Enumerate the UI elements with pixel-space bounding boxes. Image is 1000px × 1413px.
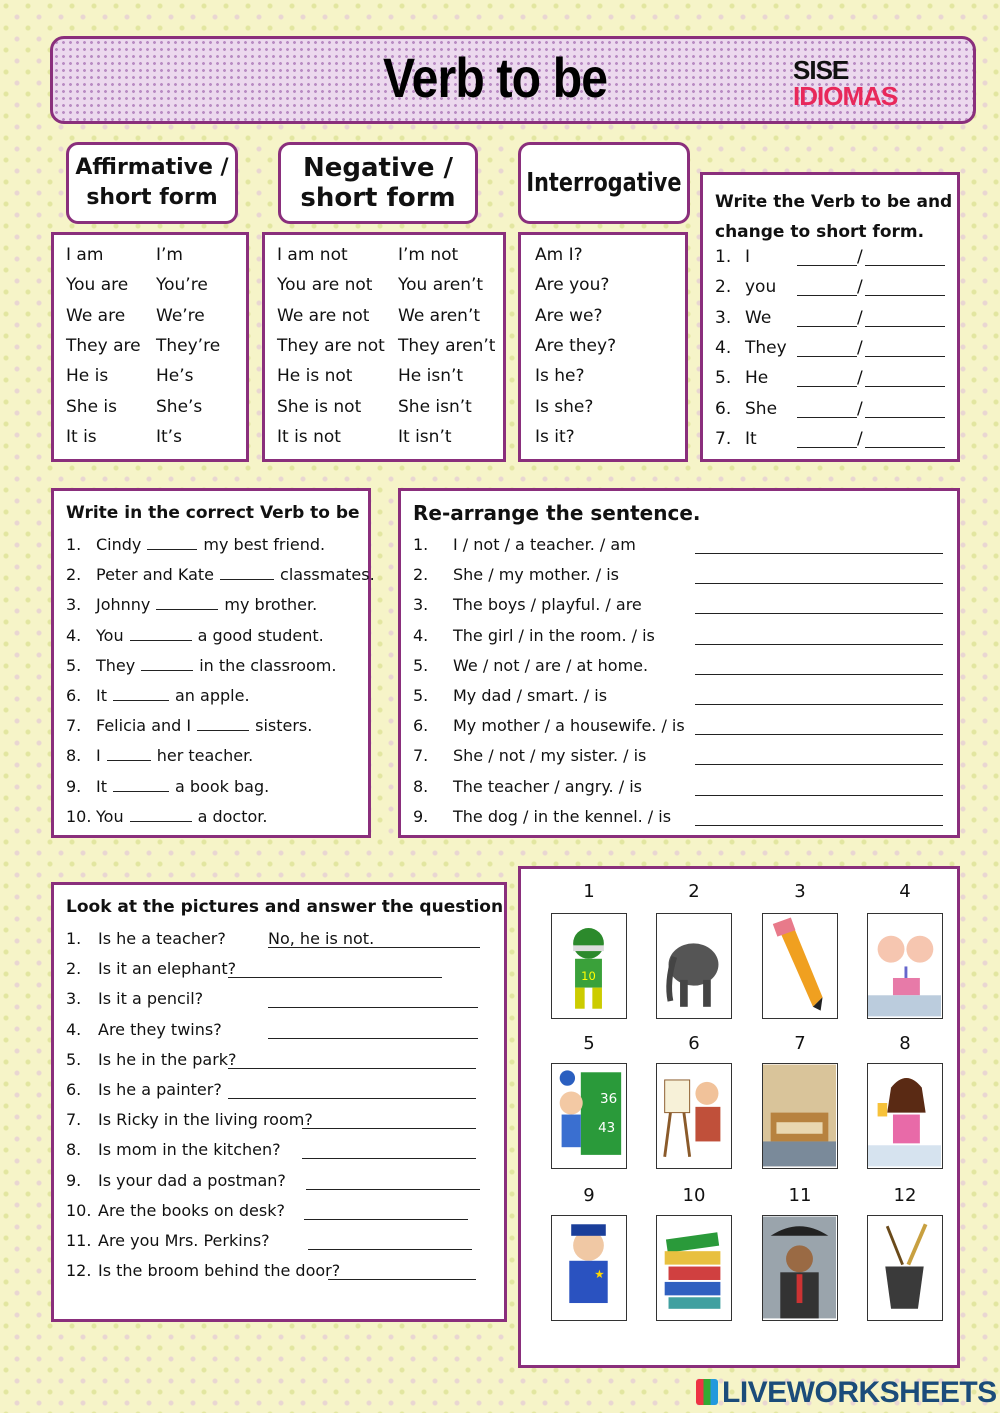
correct-verb-sentence — [96, 716, 312, 735]
correct-verb-number: 4. — [66, 625, 82, 645]
short-form-slash: / — [857, 368, 863, 389]
affirmative-table — [51, 232, 249, 462]
short-form-pronoun: you — [745, 277, 777, 298]
correct-verb-predicate: in the classroom. — [199, 655, 337, 675]
picture-question-text: Is he a teacher? — [98, 929, 226, 948]
correct-verb-number: 1. — [66, 535, 82, 554]
negative-full: She is not — [277, 396, 362, 417]
rearrange-answer-line[interactable] — [695, 795, 943, 796]
correct-verb-subject: Peter and Kate — [96, 565, 215, 585]
affirmative-short: It’s — [156, 426, 182, 447]
picture-grid — [518, 866, 960, 1368]
rearrange-answer-line[interactable] — [695, 553, 943, 554]
correct-verb-predicate: sisters. — [255, 716, 313, 736]
picture-question-answer[interactable] — [306, 1171, 480, 1190]
affirmative-full: I am — [66, 245, 104, 265]
picture-number: 11 — [788, 1185, 812, 1206]
football-player-icon — [552, 914, 625, 1017]
picture-question-number: 1. — [66, 929, 82, 948]
picture-number: 6 — [688, 1033, 700, 1054]
rearrange-words: She / my mother. / is — [453, 565, 620, 585]
picture-question-answer[interactable] — [302, 1110, 476, 1129]
short-form-answer-full[interactable] — [797, 326, 857, 327]
rearrange-answer-line[interactable] — [695, 613, 943, 614]
picture-question-answer[interactable] — [228, 1050, 476, 1069]
correct-verb-title: Write in the correct Verb to be — [66, 503, 360, 523]
tab-negative — [278, 142, 478, 224]
picture-teacher-blackboard — [551, 1063, 627, 1169]
picture-painter — [656, 1063, 732, 1169]
picture-question-number: 7. — [66, 1110, 82, 1130]
correct-verb-predicate: a doctor. — [197, 806, 268, 826]
short-form-pronoun: They — [745, 337, 787, 358]
correct-verb-predicate: classmates. — [280, 565, 375, 585]
rearrange-words: My dad / smart. / is — [453, 686, 608, 705]
living-room-icon — [763, 1064, 836, 1167]
short-form-number: 7. — [715, 428, 732, 449]
picture-question-number: 2. — [66, 959, 82, 979]
picture-questions-exercise — [51, 882, 507, 1322]
correct-verb-sentence — [96, 777, 269, 796]
picture-number: 8 — [899, 1033, 911, 1054]
short-form-pronoun: I — [745, 247, 751, 267]
short-form-answer-full[interactable] — [797, 295, 857, 296]
short-form-answer-short[interactable] — [865, 295, 945, 296]
short-form-answer-full[interactable] — [797, 386, 857, 387]
correct-verb-subject: They — [96, 655, 136, 675]
correct-verb-subject: Cindy — [96, 535, 142, 554]
tab-affirmative — [66, 142, 238, 224]
short-form-number: 5. — [715, 368, 732, 389]
picture-number: 9 — [583, 1185, 595, 1206]
short-form-answer-short[interactable] — [865, 265, 945, 266]
short-form-answer-short[interactable] — [865, 447, 945, 448]
correct-verb-number: 9. — [66, 776, 82, 796]
affirmative-short: She’s — [156, 396, 203, 417]
picture-questions-title: Look at the pictures and answer the question — [66, 897, 504, 917]
short-form-answer-short[interactable] — [865, 386, 945, 387]
picture-number: 7 — [794, 1033, 806, 1054]
picture-question-text: Is it an elephant? — [98, 959, 237, 979]
correct-verb-blank[interactable] — [141, 656, 193, 671]
picture-question-text: Is it a pencil? — [98, 989, 204, 1009]
picture-police-officer — [551, 1215, 627, 1321]
tab-negative-line1: Negative / — [302, 153, 454, 183]
short-form-slash: / — [857, 277, 863, 298]
picture-question-answer[interactable] — [302, 1140, 476, 1159]
correct-verb-predicate: her teacher. — [156, 746, 254, 766]
picture-question-text: Are the books on desk? — [98, 1200, 285, 1220]
interrogative-item: Are we? — [535, 305, 603, 326]
picture-question-number: 4. — [66, 1019, 82, 1039]
affirmative-full: She is — [66, 396, 118, 417]
correct-verb-sentence — [96, 686, 250, 705]
picture-question-answer[interactable]: No, he is not. — [268, 929, 480, 948]
liveworksheets-logo-icon — [696, 1379, 718, 1405]
picture-man-umbrella — [762, 1215, 838, 1321]
rearrange-words: The teacher / angry. / is — [453, 776, 642, 796]
affirmative-short: They’re — [156, 335, 221, 356]
rearrange-number: 6. — [413, 716, 429, 736]
short-form-slash: / — [857, 337, 863, 358]
picture-question-answer[interactable] — [228, 1080, 476, 1099]
rearrange-number: 9. — [413, 806, 429, 826]
picture-number: 3 — [794, 881, 806, 902]
short-form-pronoun: It — [745, 428, 757, 449]
correct-verb-sentence — [96, 626, 324, 645]
rearrange-number: 5. — [413, 686, 429, 705]
correct-verb-subject: It — [96, 776, 107, 796]
picture-number: 2 — [688, 881, 700, 902]
short-form-number: 1. — [715, 247, 732, 267]
correct-verb-number: 2. — [66, 565, 82, 585]
correct-verb-predicate: my best friend. — [203, 535, 326, 554]
correct-verb-sentence — [96, 595, 317, 614]
svg-text:★: ★ — [594, 1267, 605, 1282]
picture-question-number: 9. — [66, 1170, 82, 1190]
tab-affirmative-line2: short form — [86, 185, 218, 210]
picture-question-text: Are they twins? — [98, 1019, 222, 1039]
mom-kitchen-icon — [868, 1064, 941, 1167]
svg-text:10: 10 — [581, 968, 596, 983]
rearrange-exercise — [398, 488, 960, 838]
affirmative-full: We are — [66, 305, 126, 326]
correct-verb-subject: It — [96, 686, 107, 705]
rearrange-words: The girl / in the room. / is — [453, 625, 655, 645]
short-form-title — [715, 187, 952, 247]
correct-verb-blank[interactable] — [156, 595, 218, 610]
short-form-answer-full[interactable] — [797, 265, 857, 266]
rearrange-answer-line[interactable] — [695, 825, 943, 826]
correct-verb-exercise — [51, 488, 375, 838]
interrogative-table — [518, 232, 688, 462]
rearrange-answer-line[interactable] — [695, 644, 943, 645]
correct-verb-blank[interactable] — [113, 777, 169, 792]
rearrange-number: 3. — [413, 595, 429, 615]
picture-question-answer[interactable] — [308, 1231, 472, 1250]
rearrange-number: 8. — [413, 776, 429, 796]
negative-full: He is not — [277, 366, 353, 387]
interrogative-item: Is he? — [535, 366, 585, 387]
short-form-title-line2: change to short form. — [715, 222, 925, 242]
affirmative-short: You’re — [156, 275, 208, 296]
rearrange-number: 2. — [413, 565, 429, 585]
correct-verb-blank[interactable] — [197, 716, 249, 731]
short-form-title-line1: Write the Verb to be and — [715, 192, 953, 212]
picture-number: 12 — [893, 1185, 917, 1206]
correct-verb-predicate: my brother. — [224, 595, 318, 615]
rearrange-answer-line[interactable] — [695, 674, 943, 675]
rearrange-answer-line[interactable] — [695, 704, 943, 705]
broom-icon — [868, 1216, 941, 1319]
rearrange-words: We / not / are / at home. — [453, 655, 649, 675]
title-banner — [50, 36, 976, 124]
short-form-answer-short[interactable] — [865, 417, 945, 418]
picture-question-number: 6. — [66, 1080, 82, 1099]
correct-verb-subject: Johnny — [96, 595, 151, 615]
rearrange-answer-line[interactable] — [695, 734, 943, 735]
interrogative-item: Is it? — [535, 426, 575, 447]
affirmative-short: We’re — [156, 305, 205, 326]
correct-verb-predicate: an apple. — [175, 686, 250, 705]
correct-verb-number: 5. — [66, 655, 82, 675]
picture-question-text: Is your dad a postman? — [98, 1170, 286, 1190]
correct-verb-sentence — [96, 807, 267, 826]
correct-verb-blank[interactable] — [147, 535, 197, 550]
man-umbrella-icon — [763, 1216, 836, 1319]
short-form-pronoun: She — [745, 398, 778, 419]
rearrange-words: The dog / in the kennel. / is — [453, 806, 672, 826]
sise-idiomas-logo — [793, 57, 953, 117]
picture-question-number: 12. — [66, 1261, 92, 1281]
picture-question-number: 3. — [66, 989, 82, 1009]
rearrange-number: 1. — [413, 535, 429, 554]
negative-short: We aren’t — [398, 305, 481, 326]
picture-question-answer[interactable] — [304, 1201, 468, 1220]
logo-text-bottom: IDIOMAS — [793, 81, 898, 111]
interrogative-item: Are they? — [535, 335, 617, 356]
short-form-answer-full[interactable] — [797, 417, 857, 418]
negative-short: It isn’t — [398, 426, 452, 447]
short-form-answer-short[interactable] — [865, 356, 945, 357]
correct-verb-blank[interactable] — [113, 686, 169, 701]
picture-question-number: 11. — [66, 1231, 92, 1250]
picture-football-player — [551, 913, 627, 1019]
picture-question-text: Are you Mrs. Perkins? — [98, 1231, 270, 1250]
correct-verb-blank[interactable] — [220, 565, 274, 580]
interrogative-item: Is she? — [535, 396, 594, 417]
correct-verb-sentence — [96, 656, 336, 675]
picture-twins — [867, 913, 943, 1019]
short-form-pronoun: He — [745, 368, 769, 389]
picture-pencil — [762, 913, 838, 1019]
svg-text:36: 36 — [600, 1092, 618, 1108]
correct-verb-sentence — [96, 535, 325, 554]
negative-short: She isn’t — [398, 396, 472, 417]
negative-short: I’m not — [398, 245, 459, 265]
interrogative-item: Are you? — [535, 275, 610, 296]
pencil-icon — [763, 914, 836, 1017]
footer-text: LIVEWORKSHEETS — [722, 1376, 997, 1409]
elephant-icon — [657, 914, 730, 1017]
affirmative-full: It is — [66, 426, 97, 447]
short-form-exercise — [700, 172, 960, 462]
picture-books — [656, 1215, 732, 1321]
short-form-slash: / — [857, 247, 863, 267]
rearrange-answer-line[interactable] — [695, 764, 943, 765]
picture-question-text: Is Ricky in the living room? — [98, 1110, 313, 1130]
interrogative-item: Am I? — [535, 245, 583, 265]
rearrange-title: Re-arrange the sentence. — [413, 501, 701, 525]
picture-broom — [867, 1215, 943, 1321]
correct-verb-subject: You — [96, 625, 124, 645]
negative-short: He isn’t — [398, 366, 464, 387]
picture-number: 1 — [583, 881, 595, 902]
liveworksheets-watermark — [696, 1376, 997, 1410]
short-form-answer-short[interactable] — [865, 326, 945, 327]
short-form-number: 2. — [715, 277, 732, 298]
picture-question-number: 8. — [66, 1140, 82, 1160]
correct-verb-subject: I — [96, 746, 101, 766]
short-form-answer-full[interactable] — [797, 447, 857, 448]
correct-verb-predicate: a book bag. — [175, 776, 270, 796]
correct-verb-predicate: a good student. — [197, 625, 324, 645]
picture-question-number: 10. — [66, 1200, 92, 1220]
negative-full: They are not — [277, 335, 385, 356]
picture-mom-kitchen — [867, 1063, 943, 1169]
tab-negative-line2: short form — [300, 183, 456, 213]
correct-verb-number: 7. — [66, 716, 82, 736]
negative-table — [262, 232, 506, 462]
rearrange-answer-line[interactable] — [695, 583, 943, 584]
short-form-slash: / — [857, 428, 863, 449]
negative-short: You aren’t — [398, 275, 484, 296]
svg-text:43: 43 — [598, 1120, 616, 1136]
affirmative-full: You are — [66, 275, 129, 296]
picture-number: 4 — [899, 881, 911, 902]
rearrange-words: She / not / my sister. / is — [453, 746, 647, 766]
affirmative-short: He’s — [156, 366, 194, 387]
rearrange-number: 4. — [413, 625, 429, 645]
picture-elephant — [656, 913, 732, 1019]
page-title: Verb to be — [383, 46, 608, 109]
rearrange-words: The boys / playful. / are — [453, 595, 642, 615]
picture-question-text: Is mom in the kitchen? — [98, 1140, 281, 1160]
short-form-number: 3. — [715, 307, 732, 328]
correct-verb-number: 8. — [66, 746, 82, 766]
picture-question-answer[interactable] — [268, 989, 478, 1008]
tab-interrogative-label: Interrogative — [526, 168, 682, 198]
short-form-number: 4. — [715, 337, 732, 358]
tab-interrogative — [518, 142, 690, 224]
picture-question-text: Is he in the park? — [98, 1049, 237, 1069]
rearrange-number: 5. — [413, 655, 429, 675]
negative-full: It is not — [277, 426, 341, 447]
correct-verb-number: 6. — [66, 686, 82, 705]
teacher-blackboard-icon — [552, 1064, 625, 1167]
short-form-pronoun: We — [745, 307, 772, 328]
correct-verb-number: 3. — [66, 595, 82, 615]
picture-number: 10 — [682, 1185, 706, 1206]
picture-question-text: Is the broom behind the door? — [98, 1261, 341, 1281]
negative-full: I am not — [277, 245, 348, 265]
correct-verb-sentence — [96, 565, 375, 584]
tab-affirmative-line1: Affirmative / — [75, 155, 229, 180]
correct-verb-blank[interactable] — [130, 626, 192, 641]
twins-icon — [868, 914, 941, 1017]
police-officer-icon — [552, 1216, 625, 1319]
short-form-answer-full[interactable] — [797, 356, 857, 357]
short-form-slash: / — [857, 307, 863, 328]
picture-question-answer[interactable] — [268, 1020, 478, 1039]
books-icon — [657, 1216, 730, 1319]
negative-short: They aren’t — [398, 335, 496, 356]
short-form-number: 6. — [715, 398, 732, 419]
correct-verb-blank[interactable] — [130, 807, 192, 822]
picture-question-answer[interactable] — [328, 1261, 476, 1280]
logo-text-top: SISE — [793, 55, 849, 85]
affirmative-full: They are — [66, 335, 141, 356]
rearrange-words: I / not / a teacher. / am — [453, 535, 636, 554]
correct-verb-subject: You — [96, 806, 124, 826]
negative-full: We are not — [277, 305, 370, 326]
affirmative-full: He is — [66, 366, 109, 387]
affirmative-short: I’m — [156, 245, 183, 265]
correct-verb-number: 10. — [66, 806, 92, 826]
picture-question-number: 5. — [66, 1049, 82, 1069]
short-form-slash: / — [857, 398, 863, 419]
correct-verb-sentence — [96, 746, 253, 765]
correct-verb-blank[interactable] — [107, 746, 151, 761]
negative-full: You are not — [277, 275, 373, 296]
picture-living-room — [762, 1063, 838, 1169]
picture-question-answer[interactable] — [228, 959, 442, 978]
correct-verb-subject: Felicia and I — [96, 716, 192, 736]
picture-number: 5 — [583, 1033, 595, 1054]
painter-icon — [657, 1064, 730, 1167]
picture-question-text: Is he a painter? — [98, 1080, 222, 1099]
rearrange-words: My mother / a housewife. / is — [453, 716, 685, 736]
rearrange-number: 7. — [413, 746, 429, 766]
